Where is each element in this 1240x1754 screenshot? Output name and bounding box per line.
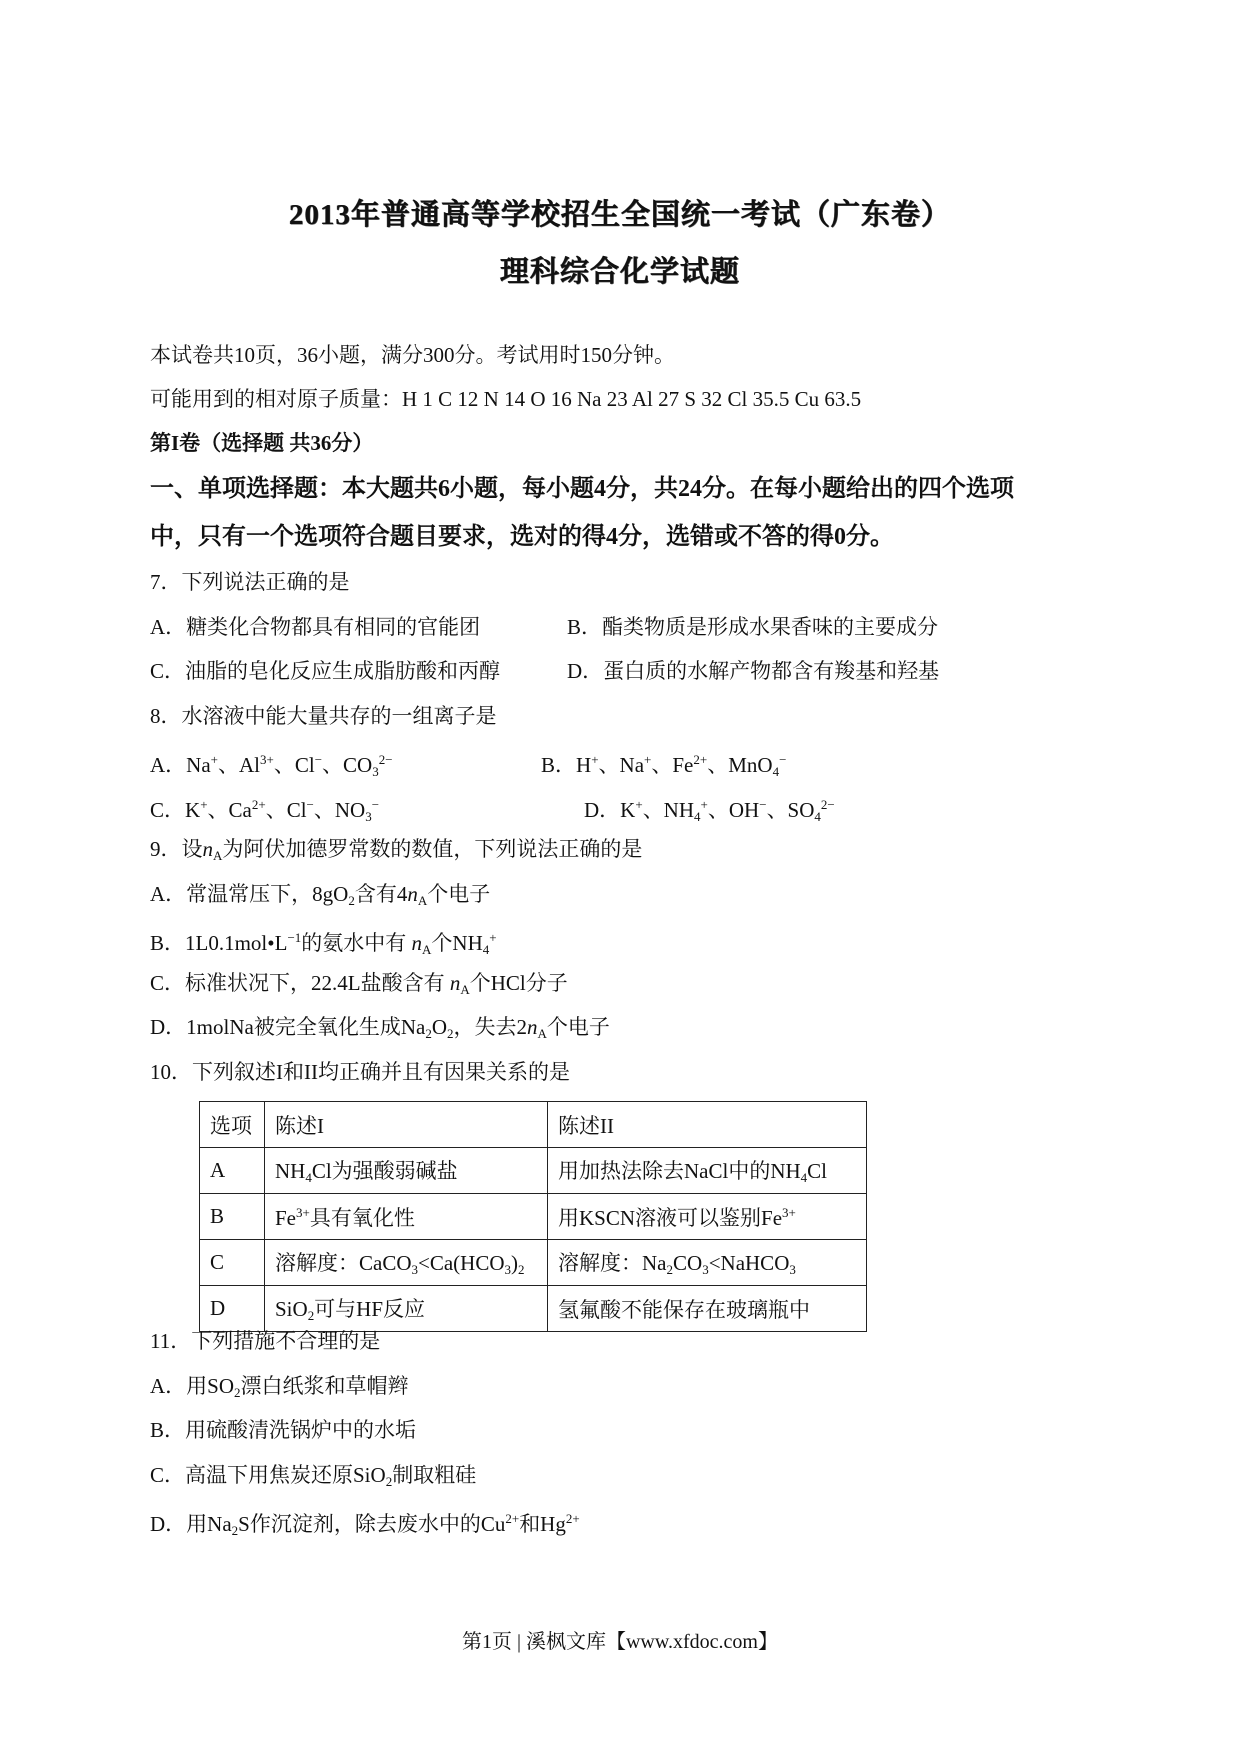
q7-option-d: D．蛋白质的水解产物都含有羧基和羟基 bbox=[567, 659, 940, 683]
table-cell-statement-2: 用加热法除去NaCl中的$NH_4Cl$ bbox=[548, 1148, 867, 1194]
section-title: 第I卷（选择题 共36分） bbox=[150, 431, 374, 455]
q11-option-b: B．用硫酸清洗锅炉中的水垢 bbox=[150, 1418, 417, 1442]
atomic-masses: 可能用到的相对原子质量：H 1 C 12 N 14 O 16 Na 23 Al 27 S 32 Cl 35.5 Cu 63.5 bbox=[150, 387, 862, 411]
exam-subtitle: 理科综合化学试题 bbox=[499, 256, 740, 288]
table-cell-option: B bbox=[200, 1194, 265, 1240]
q7-option-c: C．油脂的皂化反应生成脂肪酸和丙醇 bbox=[150, 659, 501, 683]
q9-option-a: A．常温常压下，$8gO_2$含有$4n_A$个电子 bbox=[150, 882, 491, 908]
q7-stem: 7．下列说法正确的是 bbox=[150, 570, 350, 594]
exam-intro: 本试卷共10页，36小题，满分300分。考试用时150分钟。 bbox=[150, 343, 675, 367]
instructions-line-1: 一、单项选择题：本大题共6小题，每小题4分，共24分。在每小题给出的四个选项 bbox=[150, 476, 1014, 502]
q11-option-a: A．用$SO_2$漂白纸浆和草帽辫 bbox=[150, 1374, 409, 1400]
exam-title: 2013年普通高等学校招生全国统一考试（广东卷） bbox=[288, 199, 951, 231]
q7-option-b: B．酯类物质是形成水果香味的主要成分 bbox=[567, 615, 939, 639]
table-header-cell: 陈述II bbox=[548, 1102, 867, 1148]
table-header-cell: 选项 bbox=[200, 1102, 265, 1148]
table-cell-statement-2: 用KSCN溶液可以鉴别$Fe^{3+}$ bbox=[548, 1194, 867, 1240]
q9-stem: 9．设$n_A$为阿伏加德罗常数的数值，下列说法正确的是 bbox=[150, 837, 643, 863]
q8-stem: 8．水溶液中能大量共存的一组离子是 bbox=[150, 704, 497, 728]
q11-option-d: D．用$Na_2S$作沉淀剂，除去废水中的$Cu^{2+}$和$Hg^{2+}$ bbox=[150, 1511, 580, 1538]
table-row bbox=[200, 1194, 867, 1240]
table-cell-option: C bbox=[200, 1240, 265, 1286]
q10-table bbox=[199, 1101, 867, 1332]
table-cell-statement-2: 氢氟酸不能保存在玻璃瓶中 bbox=[548, 1286, 867, 1332]
page-footer: 第1页 | 溪枫文库【www.xfdoc.com】 bbox=[461, 1631, 778, 1653]
q9-option-d: D．1molNa被完全氧化生成$Na_2O_2$，失去$2n_A$个电子 bbox=[150, 1015, 610, 1041]
table-cell-statement-2: 溶解度：$Na_2CO_3<NaHCO_3$ bbox=[548, 1240, 867, 1286]
q8-option-d: D．K+、$NH_4^+$、OH−、$SO_4^{2-}$ bbox=[584, 797, 835, 824]
q10-stem: 10．下列叙述I和II均正确并且有因果关系的是 bbox=[150, 1060, 570, 1084]
table-row bbox=[200, 1240, 867, 1286]
q9-option-c: C．标准状况下，22.4L盐酸含有 $n_A$个HCl分子 bbox=[150, 971, 568, 997]
q9-option-b: B．$1L0.1mol•L^{-1}$的氨水中有 $n_A$个$NH_4^+$ bbox=[150, 930, 497, 957]
table-cell-statement-1: SiO$_2$可与HF反应 bbox=[265, 1286, 548, 1332]
table-row bbox=[200, 1286, 867, 1332]
q8-option-a: A．Na+、$Al^{3+}$、Cl−、$CO_3^{2-}$ bbox=[150, 752, 393, 779]
table-row bbox=[200, 1148, 867, 1194]
table-cell-statement-1: $Fe^{3+}$具有氧化性 bbox=[265, 1194, 548, 1240]
q7-option-a: A．糖类化合物都具有相同的官能团 bbox=[150, 615, 481, 639]
q8-option-b: B．H+、Na+、$Fe^{2+}$、MnO$_4$− bbox=[541, 752, 787, 779]
table-header-cell: 陈述I bbox=[265, 1102, 548, 1148]
table-header-row bbox=[200, 1102, 867, 1148]
table-cell-statement-1: 溶解度：$CaCO_3<Ca(HCO_3)_2$ bbox=[265, 1240, 548, 1286]
table-cell-option: A bbox=[200, 1148, 265, 1194]
table-cell-statement-1: $NH_4Cl$为强酸弱碱盐 bbox=[265, 1148, 548, 1194]
q11-option-c: C．高温下用焦炭还原SiO$_2$制取粗硅 bbox=[150, 1463, 477, 1489]
instructions-line-2: 中，只有一个选项符合题目要求，选对的得4分，选错或不答的得0分。 bbox=[150, 524, 894, 550]
table-cell-option: D bbox=[200, 1286, 265, 1332]
q11-stem: 11．下列措施不合理的是 bbox=[150, 1329, 381, 1353]
q8-option-c: C．K+、$Ca^{2+}$、Cl−、$NO_3^-$ bbox=[150, 797, 380, 824]
